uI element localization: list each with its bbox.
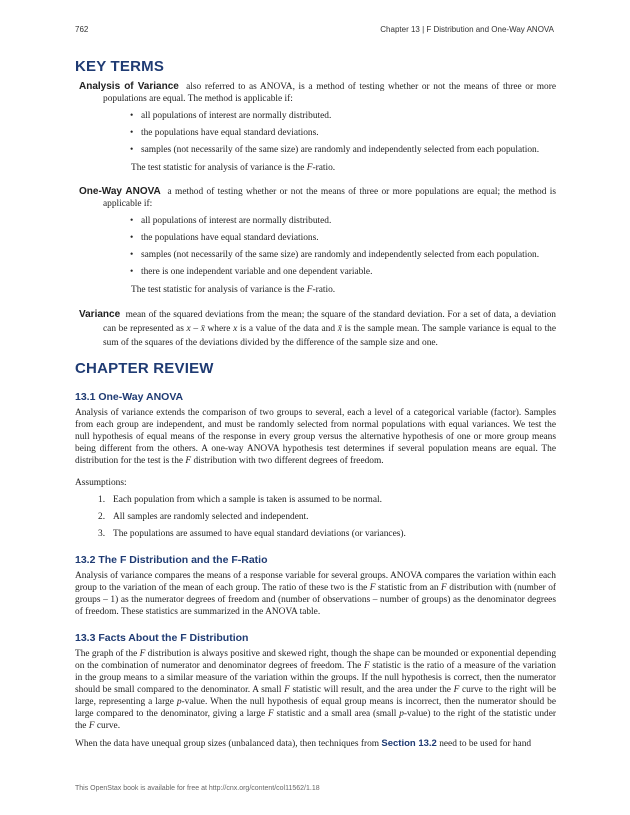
- bullet-list: [103, 110, 556, 156]
- page-footer: This OpenStax book is available for free at http://cnx.org/content/col11562/1.18: [75, 785, 320, 792]
- key-terms-heading: KEY TERMS: [75, 58, 165, 75]
- list-item: • the populations have equal standard deviations.: [130, 128, 319, 138]
- section-13-2-link[interactable]: Section 13.2: [381, 738, 437, 749]
- list-item: 1. Each population from which a sample is taken is assumed to be normal.: [98, 495, 382, 505]
- section-13-3-last-paragraph: When the data have unequal group sizes (unbalanced data), then techniques from Section 13.2 need to be used for hand: [75, 738, 532, 749]
- list-item: • there is one independent variable and one dependent variable.: [130, 267, 373, 277]
- section-13-3-paragraph: The graph of the F distribution is always positive and skewed right, though the shape can be mounded or exponential depending on the combination of numerator and denominator degrees of freedom. The F statistic is the ratio of a measure of the variation in the group means to a similar measure of the variation within the groups. If the null hypothesis is correct, then the numerator should be small compared to the denominator. A small F statistic will result, and the area under the F curve to the right will be large, representing a large p-value. When the null hypothesis of equal group means is incorrect, then the numerator should be large compared to the denominator, giving a large F statistic and a small area (small p-value) to the right of the statistic under the F curve.: [75, 649, 557, 731]
- x-bar-symbol: x̄: [200, 324, 205, 334]
- section-heading-13-1: 13.1 One-Way ANOVA: [75, 391, 184, 403]
- page-number: 762: [75, 25, 89, 34]
- list-item: 3. The populations are assumed to have equal standard deviations (or variances).: [98, 529, 406, 539]
- term-name: Analysis of Variance: [79, 81, 179, 92]
- list-item: • all populations of interest are normally distributed.: [130, 216, 332, 226]
- chapter-review-heading: CHAPTER REVIEW: [75, 360, 214, 377]
- term-variance: Variance mean of the squared deviations from the mean; the square of the standard deviation. For a set of data, a deviation can be represented as x – x̄ where x is a value of the data and x̄ is the sample mean. The sample variance is equal to the sum of the squares of the deviations divided by the difference of the sample size and one.: [79, 309, 557, 348]
- term-name: One-Way ANOVA: [79, 186, 161, 197]
- term-one-way-anova: [79, 186, 556, 296]
- term-name: Variance: [79, 309, 121, 320]
- test-statistic-note: The test statistic for analysis of variance is the F-ratio.: [131, 163, 336, 173]
- section-13-1-paragraph: Analysis of variance extends the comparison of two groups to several, each a level of a categorical variable (factor). Samples from each group are independent, and must be randomly selected from normal populations with equal variances. We test the null hypothesis of equal means of the response in every group versus the alternative hypothesis of one or more group means being different from the others. A one-way ANOVA hypothesis test determines if several population means are equal. The distribution for the test is the F distribution with two different degrees of freedom.: [75, 408, 556, 466]
- list-item: • the populations have equal standard deviations.: [130, 233, 319, 243]
- test-statistic-note: The test statistic for analysis of variance is the F-ratio.: [131, 285, 336, 295]
- term-definition: a method of testing whether or not the means of three or more populations are equal; the method is applicable if:: [103, 187, 557, 209]
- page-content: [75, 58, 556, 750]
- x-bar-symbol: x̄: [337, 324, 342, 334]
- assumptions-label: Assumptions:: [75, 478, 127, 488]
- assumptions-list: [75, 494, 556, 540]
- list-item: • samples (not necessarily of the same size) are randomly and independently selected from each population.: [130, 145, 540, 155]
- section-13-2-paragraph: Analysis of variance compares the means of a response variable for several groups. ANOVA compares the variation within each group to the variation of the mean of each group. The ratio of these two is the F statistic from an F distribution with (number of groups – 1) as the numerator degrees of freedom and (number of observations – number of groups) as the denominator degrees of freedom. These statistics are summarized in the ANOVA table.: [75, 571, 557, 617]
- list-item: • all populations of interest are normally distributed.: [130, 111, 332, 121]
- term-analysis-of-variance: [79, 81, 556, 174]
- list-item: 2. All samples are randomly selected and independent.: [98, 512, 309, 522]
- list-item: • samples (not necessarily of the same size) are randomly and independently selected from each population.: [130, 250, 540, 260]
- section-heading-13-2: 13.2 The F Distribution and the F-Ratio: [75, 554, 268, 566]
- section-heading-13-3: 13.3 Facts About the F Distribution: [75, 632, 249, 644]
- running-header: Chapter 13 | F Distribution and One-Way ANOVA: [380, 25, 554, 34]
- bullet-list: [103, 215, 556, 278]
- term-definition: also referred to as ANOVA, is a method of testing whether or not the means of three or more populations are equal. The method is applicable if:: [103, 82, 556, 104]
